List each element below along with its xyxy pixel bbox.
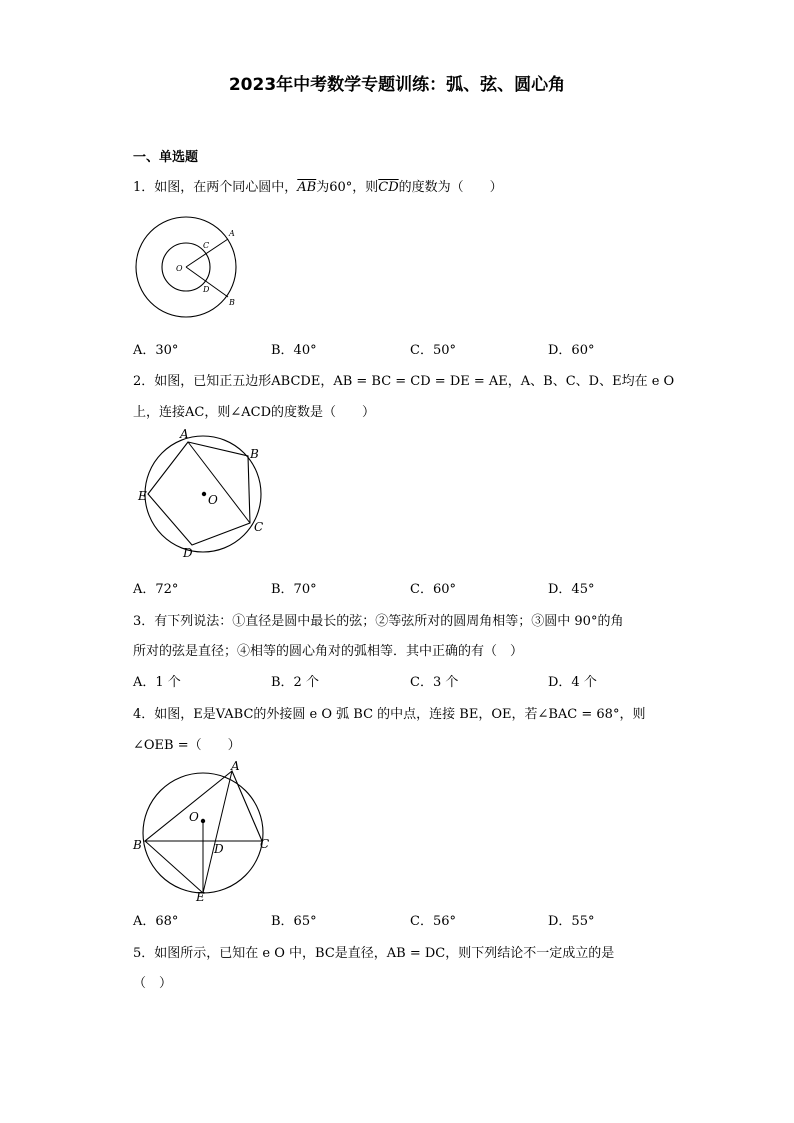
q2-option-b[interactable]: B．70° — [271, 582, 317, 597]
q1-option-c[interactable]: C．50° — [410, 343, 456, 358]
q3-stem-line1: 3．有下列说法：①直径是圆中最长的弦；②等弦所对的圆周角相等；③圆中 90°的角 — [133, 614, 624, 629]
q3-option-c[interactable]: C．3 个 — [410, 675, 459, 690]
q4-option-b[interactable]: B．65° — [271, 914, 317, 929]
q4-label-d: D — [214, 842, 224, 856]
q4-label-o: O — [189, 810, 199, 824]
q1-label-a: A — [229, 229, 235, 238]
q2-label-b: B — [250, 447, 259, 461]
q3-option-d[interactable]: D．4 个 — [548, 675, 597, 690]
q5-stem-line2: （ ） — [133, 976, 173, 991]
q2-label-c: C — [254, 520, 264, 534]
q4-option-c[interactable]: C．56° — [410, 914, 456, 929]
q1-label-o: O — [176, 264, 183, 273]
q2-label-d: D — [183, 546, 193, 560]
q5-stem-line1: 5．如图所示，已知在 e O 中，BC是直径，AB = DC，则下列结论不一定成立的是 — [133, 946, 615, 961]
q2-option-c[interactable]: C．60° — [410, 582, 456, 597]
page-title: 2023年中考数学专题训练：弧、弦、圆心角 — [228, 75, 566, 95]
q2-stem-line1: 2．如图，已知正五边形ABCDE，AB = BC = CD = DE = AE，A、B、C、D、E均在 e O — [133, 374, 675, 389]
q4-label-a: A — [231, 759, 240, 773]
q1-label-d: D — [203, 285, 210, 294]
q3-option-b[interactable]: B．2 个 — [271, 675, 319, 690]
q1-stem — [133, 176, 503, 195]
q1-option-a[interactable]: A．30° — [133, 343, 179, 358]
q2-label-e: E — [138, 489, 147, 503]
q2-stem-line2: 上，连接AC，则∠ACD的度数是（ ） — [133, 405, 375, 420]
q1-option-b[interactable]: B．40° — [271, 343, 317, 358]
section-heading: 一、单选题 — [133, 150, 199, 165]
q4-stem-line2: ∠OEB =（ ） — [133, 738, 241, 753]
q4-label-c: C — [260, 837, 270, 851]
q2-option-d[interactable]: D．45° — [548, 582, 595, 597]
q4-stem-line1: 4．如图，E是VABC的外接圆 e O 弧 BC 的中点，连接 BE，OE，若∠BAC = 68°，则 — [133, 707, 646, 722]
q1-arc-ab: $\overline{AB}$ — [297, 180, 317, 195]
q1-label-b: B — [229, 298, 235, 307]
q1-arc-cd: $\overline{CD}$ — [378, 180, 399, 195]
q2-center-dot — [202, 492, 206, 496]
q4-center-dot — [201, 819, 205, 823]
q1-stem-mid: 为60°，则 — [316, 180, 379, 195]
q4-label-e: E — [196, 890, 205, 902]
q2-figure — [133, 425, 273, 565]
q4-segment-ae — [203, 771, 232, 893]
q1-option-d[interactable]: D．60° — [548, 343, 595, 358]
q2-label-o: O — [208, 493, 218, 507]
q3-option-a[interactable]: A．1 个 — [133, 675, 181, 690]
q2-label-a: A — [180, 427, 189, 441]
q1-figure — [133, 215, 243, 320]
q2-pentagon — [148, 442, 250, 545]
q3-stem-line2: 所对的弦是直径；④相等的圆心角对的弧相等．其中正确的有（ ） — [133, 644, 524, 659]
q1-label-c: C — [203, 241, 210, 250]
q4-label-b: B — [133, 838, 142, 852]
q4-figure — [130, 757, 275, 902]
q1-stem-end: 的度数为（ ） — [398, 180, 503, 195]
q1-stem-start: 1．如图，在两个同心圆中， — [133, 180, 298, 195]
q4-option-d[interactable]: D．55° — [548, 914, 595, 929]
q2-option-a[interactable]: A．72° — [133, 582, 179, 597]
q4-option-a[interactable]: A．68° — [133, 914, 179, 929]
